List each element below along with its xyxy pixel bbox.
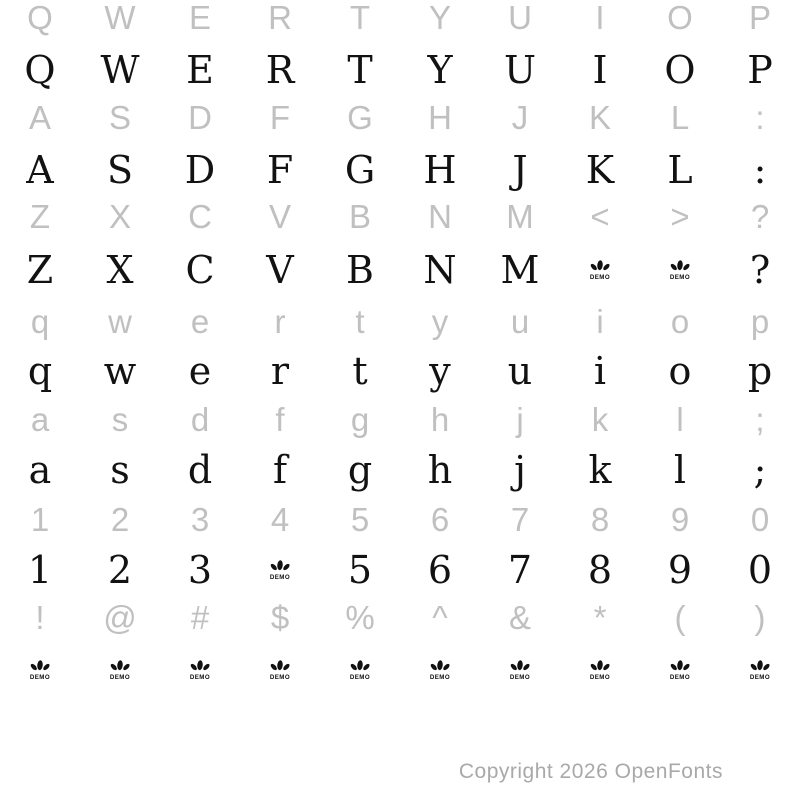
glyph-cell: > [670, 198, 690, 235]
glyph-cell: L [667, 148, 693, 192]
glyph-cell: X [108, 198, 131, 235]
glyph-cell: Q [24, 48, 56, 92]
glyph-cell: 7 [507, 548, 533, 592]
glyph-cell: @ [103, 599, 137, 636]
glyph-cell: A [26, 148, 54, 192]
demo-placeholder-glyph [347, 660, 373, 681]
glyph-cell: R [268, 0, 292, 36]
glyph-cell: 6 [427, 548, 453, 592]
glyph-cell: D [184, 148, 216, 192]
glyph-cell: J [511, 99, 529, 136]
glyph-row-14 [0, 645, 800, 695]
glyph-cell: Y [427, 48, 453, 92]
glyph-cell: p [747, 349, 773, 393]
glyph-cell: W [100, 48, 140, 92]
svg-text:DEMO: DEMO [589, 673, 611, 681]
glyph-row-5 [0, 192, 800, 242]
demo-placeholder-glyph [667, 660, 693, 681]
glyph-cell: d [187, 448, 213, 492]
glyph-cell: O [667, 0, 693, 36]
glyph-cell: ^ [432, 599, 448, 636]
svg-text:DEMO: DEMO [29, 673, 51, 681]
glyph-cell: r [270, 349, 290, 393]
glyph-cell: U [503, 48, 537, 92]
glyph-cell: i [596, 303, 604, 340]
glyph-cell: s [110, 448, 130, 492]
glyph-cell: C [188, 198, 212, 235]
glyph-cell-demo [507, 645, 533, 695]
glyph-cell: I [592, 48, 608, 92]
svg-text:DEMO: DEMO [269, 673, 291, 681]
demo-placeholder-glyph [667, 260, 693, 281]
glyph-cell: 9 [670, 501, 690, 538]
glyph-cell: l [673, 448, 687, 492]
glyph-row-8 [0, 346, 800, 396]
glyph-cell: o [670, 303, 690, 340]
glyph-row-1 [0, 0, 800, 43]
glyph-row-6 [0, 245, 800, 295]
glyph-cell: a [30, 401, 50, 438]
glyph-cell: y [429, 349, 451, 393]
glyph-cell: * [593, 599, 607, 636]
glyph-cell-demo [667, 645, 693, 695]
glyph-cell: e [190, 303, 210, 340]
glyph-cell: ? [749, 248, 771, 292]
glyph-cell-demo [347, 645, 373, 695]
glyph-cell: L [670, 99, 690, 136]
glyph-cell: S [106, 148, 134, 192]
demo-placeholder-glyph [267, 660, 293, 681]
glyph-cell: ; [753, 448, 767, 492]
svg-text:DEMO: DEMO [749, 673, 771, 681]
glyph-row-7 [0, 297, 800, 347]
glyph-cell-demo [667, 245, 693, 295]
glyph-cell-demo [747, 645, 773, 695]
demo-placeholder-glyph [587, 660, 613, 681]
glyph-cell: M [506, 198, 534, 235]
demo-placeholder-glyph [427, 660, 453, 681]
glyph-cell: J [512, 148, 528, 192]
glyph-cell: Y [428, 0, 451, 36]
glyph-cell: F [266, 148, 294, 192]
glyph-cell: A [28, 99, 51, 136]
glyph-cell: < [590, 198, 610, 235]
svg-text:DEMO: DEMO [189, 673, 211, 681]
svg-text:DEMO: DEMO [669, 273, 691, 281]
glyph-cell: 4 [270, 501, 290, 538]
glyph-cell: 5 [347, 548, 373, 592]
glyph-cell: Z [29, 198, 51, 235]
glyph-cell: j [516, 401, 524, 438]
glyph-cell: h [430, 401, 450, 438]
glyph-cell: $ [270, 599, 290, 636]
glyph-cell: N [423, 248, 457, 292]
glyph-cell: l [676, 401, 684, 438]
glyph-cell: E [186, 48, 214, 92]
svg-text:DEMO: DEMO [509, 673, 531, 681]
glyph-cell: q [27, 349, 53, 393]
glyph-cell: 8 [587, 548, 613, 592]
svg-text:DEMO: DEMO [669, 673, 691, 681]
glyph-row-3 [0, 93, 800, 143]
glyph-cell: G [344, 148, 376, 192]
svg-text:DEMO: DEMO [589, 273, 611, 281]
glyph-cell: U [508, 0, 532, 36]
svg-text:DEMO: DEMO [109, 673, 131, 681]
glyph-cell: 5 [350, 501, 370, 538]
demo-placeholder-glyph [267, 560, 293, 581]
glyph-cell-demo [587, 245, 613, 295]
glyph-cell: s [111, 401, 129, 438]
glyph-cell: h [427, 448, 453, 492]
glyph-cell: w [108, 303, 132, 340]
glyph-row-11 [0, 495, 800, 545]
glyph-cell: e [188, 349, 212, 393]
glyph-cell: K [585, 148, 615, 192]
glyph-cell: I [595, 0, 605, 36]
glyph-cell: E [188, 0, 211, 36]
glyph-cell: R [265, 48, 295, 92]
glyph-row-4 [0, 145, 800, 195]
glyph-cell: a [28, 448, 52, 492]
glyph-cell: k [588, 448, 612, 492]
glyph-cell: ) [754, 599, 766, 636]
glyph-cell: K [588, 99, 611, 136]
glyph-cell: P [747, 48, 773, 92]
glyph-cell: r [274, 303, 286, 340]
glyph-cell: T [347, 48, 373, 92]
glyph-cell: Z [26, 248, 54, 292]
glyph-cell: 0 [747, 548, 773, 592]
glyph-cell: ? [750, 198, 770, 235]
glyph-cell: ! [35, 599, 45, 636]
glyph-cell: T [349, 0, 371, 36]
glyph-cell: ( [674, 599, 686, 636]
demo-placeholder-glyph [507, 660, 533, 681]
demo-placeholder-glyph [187, 660, 213, 681]
glyph-cell: : [753, 148, 767, 192]
glyph-row-12 [0, 545, 800, 595]
glyph-cell: 1 [27, 548, 53, 592]
glyph-cell: Q [27, 0, 53, 36]
glyph-cell: 9 [667, 548, 693, 592]
glyph-cell-demo [107, 645, 133, 695]
glyph-cell: V [266, 248, 294, 292]
svg-text:DEMO: DEMO [429, 673, 451, 681]
glyph-cell: k [591, 401, 609, 438]
glyph-cell: G [347, 99, 373, 136]
glyph-cell: W [104, 0, 136, 36]
glyph-cell: C [185, 248, 215, 292]
glyph-row-9 [0, 395, 800, 445]
glyph-row-10 [0, 445, 800, 495]
glyph-cell: t [352, 349, 368, 393]
glyph-cell: g [350, 401, 370, 438]
glyph-cell: M [500, 248, 540, 292]
glyph-cell-demo [427, 645, 453, 695]
glyph-cell: F [269, 99, 291, 136]
glyph-cell: P [748, 0, 771, 36]
glyph-cell-demo [587, 645, 613, 695]
glyph-row-13 [0, 593, 800, 643]
glyph-cell-demo [267, 545, 293, 595]
glyph-cell: u [510, 303, 530, 340]
glyph-cell: # [190, 599, 210, 636]
glyph-cell: p [750, 303, 770, 340]
glyph-cell: y [431, 303, 449, 340]
glyph-cell: 3 [190, 501, 210, 538]
glyph-cell: 0 [750, 501, 770, 538]
glyph-cell: t [355, 303, 365, 340]
glyph-cell: & [508, 599, 531, 636]
glyph-row-2 [0, 45, 800, 95]
glyph-cell: 1 [30, 501, 50, 538]
glyph-cell: o [668, 349, 692, 393]
glyph-cell: f [272, 448, 288, 492]
glyph-cell: i [593, 349, 607, 393]
svg-text:DEMO: DEMO [349, 673, 371, 681]
copyright-text: Copyright 2026 OpenFonts [458, 760, 723, 783]
glyph-cell: : [755, 99, 765, 136]
glyph-cell: j [514, 448, 526, 492]
glyph-cell: H [423, 148, 457, 192]
glyph-cell: u [507, 349, 533, 393]
glyph-cell-demo [267, 645, 293, 695]
glyph-cell: B [346, 248, 374, 292]
glyph-cell: V [268, 198, 291, 235]
glyph-cell: D [188, 99, 212, 136]
glyph-cell: S [108, 99, 131, 136]
glyph-cell: X [106, 248, 134, 292]
glyph-cell: g [347, 448, 373, 492]
glyph-cell: d [190, 401, 210, 438]
glyph-cell: H [428, 99, 452, 136]
glyph-cell: 6 [430, 501, 450, 538]
demo-placeholder-glyph [107, 660, 133, 681]
glyph-cell-demo [187, 645, 213, 695]
glyph-cell: 2 [107, 548, 133, 592]
svg-text:DEMO: DEMO [269, 573, 291, 581]
glyph-cell: % [345, 599, 375, 636]
glyph-cell: B [348, 198, 371, 235]
glyph-cell: 7 [510, 501, 530, 538]
demo-placeholder-glyph [27, 660, 53, 681]
demo-placeholder-glyph [587, 260, 613, 281]
glyph-cell: 3 [187, 548, 213, 592]
demo-placeholder-glyph [747, 660, 773, 681]
glyph-cell: N [428, 198, 452, 235]
glyph-cell: q [30, 303, 50, 340]
glyph-cell: f [275, 401, 285, 438]
glyph-cell: ; [755, 401, 765, 438]
glyph-cell: 2 [110, 501, 130, 538]
glyph-cell: O [664, 48, 696, 92]
glyph-cell: w [103, 349, 137, 393]
glyph-cell-demo [27, 645, 53, 695]
glyph-cell: 8 [590, 501, 610, 538]
